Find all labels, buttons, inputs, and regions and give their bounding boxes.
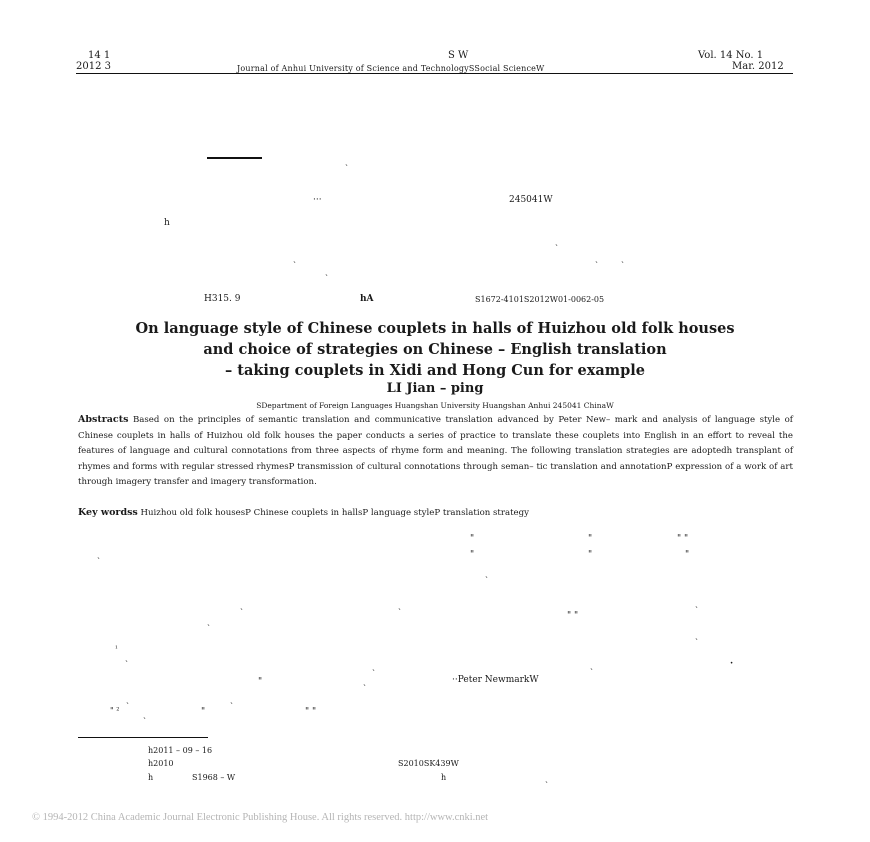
copyright-footer: © 1994-2012 China Academic Journal Electronic Publishing House. All rights reserved. http://www.cnki.net <box>32 812 489 823</box>
fund-year: h2010 <box>148 759 174 768</box>
quote-mark: " <box>588 534 593 544</box>
keywords-label: Key wordss <box>78 507 138 518</box>
author-dots: ··· <box>313 195 322 205</box>
footnote-rule <box>78 737 208 738</box>
quote-mark: " <box>470 550 475 560</box>
footnote-ref: ¹ <box>115 645 118 653</box>
punct-mark: ˎ <box>398 601 401 611</box>
bio-marker: h <box>148 773 154 782</box>
bio-marker-2: h <box>441 773 447 782</box>
punct-mark: ˎ <box>345 157 348 167</box>
punct-mark: ˎ <box>363 677 366 687</box>
abstract-label: Abstracts <box>78 414 129 425</box>
keywords-text: Huizhou old folk housesP Chinese couplets in hallsP language styleP translation strategy <box>137 508 529 518</box>
punct-mark: ˎ <box>695 599 698 609</box>
punct-mark: ˎ <box>621 254 624 264</box>
header-volume-cn: 14 1 <box>88 50 111 61</box>
punct-mark: ˎ <box>207 617 210 627</box>
quote-mark: " <box>258 677 263 687</box>
punct-mark: · <box>730 659 734 669</box>
received-date: h2011 – 09 – 16 <box>148 746 213 755</box>
quote-mark: " <box>470 534 475 544</box>
quote-mark: " " <box>567 611 579 621</box>
punct-mark: ˏ <box>545 774 548 784</box>
bio-year: S1968 – W <box>192 773 236 782</box>
keywords-en <box>78 507 529 518</box>
abstract-en <box>78 412 793 491</box>
punct-mark: ˎ <box>325 267 328 277</box>
punct-mark: ˏ <box>143 710 146 720</box>
punct-mark: ˎ <box>595 254 598 264</box>
punct-mark: ˏ <box>590 661 593 671</box>
quote-mark: " <box>588 550 593 560</box>
fund-code: S2010SK439W <box>398 759 459 768</box>
postcode: 245041W <box>509 195 553 205</box>
punct-mark: ˏ <box>230 695 233 705</box>
punct-mark: ˎ <box>293 254 296 264</box>
punct-mark: ˏ <box>695 631 698 641</box>
quote-mark: " " <box>305 707 317 717</box>
affiliation: SDepartment of Foreign Languages Huangshan University Huangshan Anhui 245041 ChinaW <box>256 401 614 410</box>
article-id: S1672-4101S2012W01-0062-05 <box>475 295 605 304</box>
punct-mark: ˏ <box>372 662 375 672</box>
abstract-text: Based on the principles of semantic translation and communicative translation advanced by Peter New– mark and analysis of language style of Chinese couplets in halls of Huizhou old folk houses the paper conducts a series of practice to translate these couplets into English in an effort to reveal the features of language and cultural connotations from three aspects of rhyme form and meaning. The following translation strategies are adoptedh transplant of rhymes and forms with regular stressed rhymesP transmission of cultural connotations through seman– tic translation and annotationP expression of a work of art through imagery transfer and imagery transformation. <box>78 415 793 488</box>
quote-mark: " " <box>677 534 689 544</box>
header-year-issue-cn: 2012 3 <box>76 61 111 72</box>
author-name: LI Jian – ping <box>386 381 484 396</box>
punct-mark: ˎ <box>126 695 129 705</box>
punct-mark: ˏ <box>125 653 128 663</box>
title-underline-cn <box>207 157 262 159</box>
peter-newmark-ref: ··Peter NewmarkW <box>452 675 539 685</box>
header-journal-marks: S W <box>448 50 469 61</box>
abstract-cn-label: h <box>164 218 170 228</box>
footnote-ref: " ² <box>110 706 120 715</box>
punct-mark: ˎ <box>97 550 100 560</box>
title-line-3: – taking couplets in Xidi and Hong Cun for example <box>224 362 646 379</box>
punct-mark: ˎ <box>240 601 243 611</box>
header-journal-name: Journal of Anhui University of Science and TechnologySSocial ScienceW <box>237 64 545 73</box>
header-volume: Vol. 14 No. 1 <box>698 50 764 61</box>
document-code: hA <box>360 294 374 304</box>
title-line-2: and choice of strategies on Chinese – English translation <box>203 341 667 358</box>
title-line-1: On language style of Chinese couplets in halls of Huizhou old folk houses <box>135 320 735 337</box>
header-rule <box>76 73 793 74</box>
classification-number: H315. 9 <box>204 294 241 304</box>
punct-mark: ˏ <box>485 569 488 579</box>
quote-mark: " <box>201 707 206 717</box>
punct-mark: ˎ <box>555 237 558 247</box>
quote-mark: " <box>685 550 690 560</box>
header-date: Mar. 2012 <box>732 61 784 72</box>
